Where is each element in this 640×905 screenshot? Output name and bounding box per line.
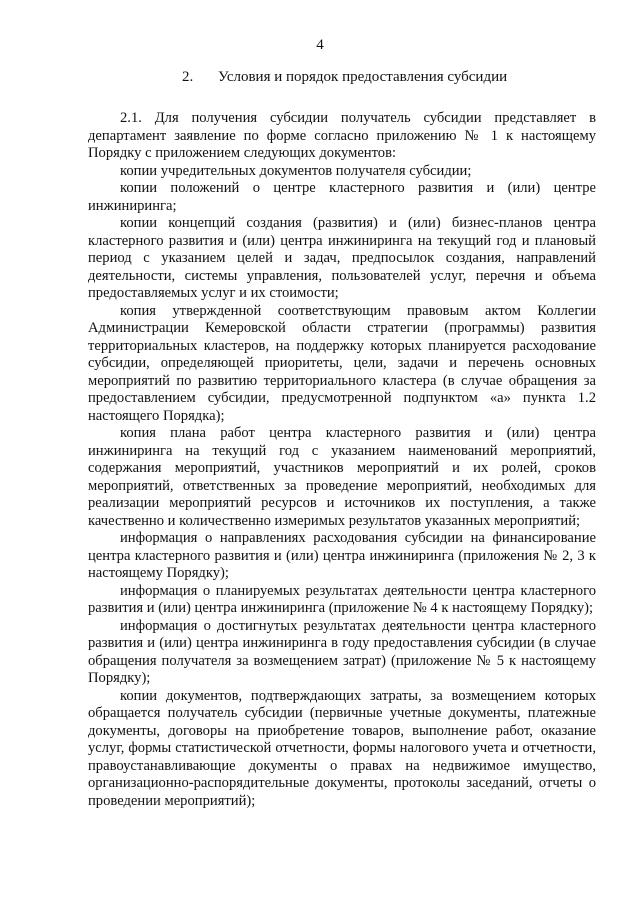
body-text	[88, 110, 596, 810]
paragraph-planned-results: информация о планируемых результатах деятельности центра кластерного развития и (или) центра инжиниринга (приложение № 4 к настоящему Порядку);	[88, 582, 596, 616]
section-title: Условия и порядок предоставления субсидии	[218, 69, 508, 85]
paragraph-founding-documents: копии учредительных документов получателя субсидии;	[120, 162, 472, 179]
paragraph-concepts: копии концепций создания (развития) и (или) бизнес-планов центра кластерного развития и (или) центра инжиниринга на текущий год и плановый период с указанием целей и задач, предпосылок создания, направлений деятельности, системы управления, пользователей услуг, перечня и объема предоставляемых услуг и их стоимости;	[88, 215, 596, 301]
paragraph-intro: 2.1. Для получения субсидии получатель субсидии представляет в департамент заявление по форме согласно приложению № 1 к настоящему Порядку с приложением следующих документов:	[88, 110, 596, 161]
paragraph-regulations: копии положений о центре кластерного развития и (или) центре инжиниринга;	[88, 180, 596, 214]
section-heading	[182, 68, 507, 86]
paragraph-spending-info: информация о направлениях расходования субсидии на финансирование центра кластерного развития и (или) центра инжиниринга (приложения № 2, 3 к настоящему Порядку);	[88, 530, 596, 581]
paragraph-strategy: копия утвержденной соответствующим правовым актом Коллегии Администрации Кемеровской области стратегии (программы) развития территориальных кластеров, на поддержку которых планируется расходование субсидии, определяющей приоритеты, цели, задачи и перечень основных мероприятий по развитию территориального кластера (в случае обращения за предоставлением субсидии, предусмотренной подпунктом «а» пункта 1.2 настоящего Порядка);	[88, 302, 596, 424]
paragraph-expense-documents: копии документов, подтверждающих затраты, за возмещением которых обращается получатель субсидии (первичные учетные документы, платежные документы, договоры на приобретение товаров, выполнение работ, оказание услуг, формы статистической отчетности, формы налогового учета и отчетности, правоустанавливающие документы о правах на недвижимое имущество, организационно-распорядительные документы, протоколы заседаний, отчеты о проведении мероприятий);	[88, 687, 596, 809]
paragraph-achieved-results: информация о достигнутых результатах деятельности центра кластерного развития и (или) центра инжиниринга в году предоставления субсидии (в случае обращения получателя за возмещением затрат) (приложение № 5 к настоящему Порядку);	[88, 617, 596, 686]
page-number: 4	[316, 37, 324, 53]
section-number: 2.	[182, 69, 194, 85]
paragraph-work-plan: копия плана работ центра кластерного развития и (или) центра инжиниринга на текущий год с указанием наименований мероприятий, содержания мероприятий, участников мероприятий и их ролей, сроков мероприятий, ответственных за проведение мероприятий, необходимых для реализации мероприятий ресурсов и источников их поступления, а также качественно и количественно измеримых результатов указанных мероприятий;	[88, 425, 596, 529]
